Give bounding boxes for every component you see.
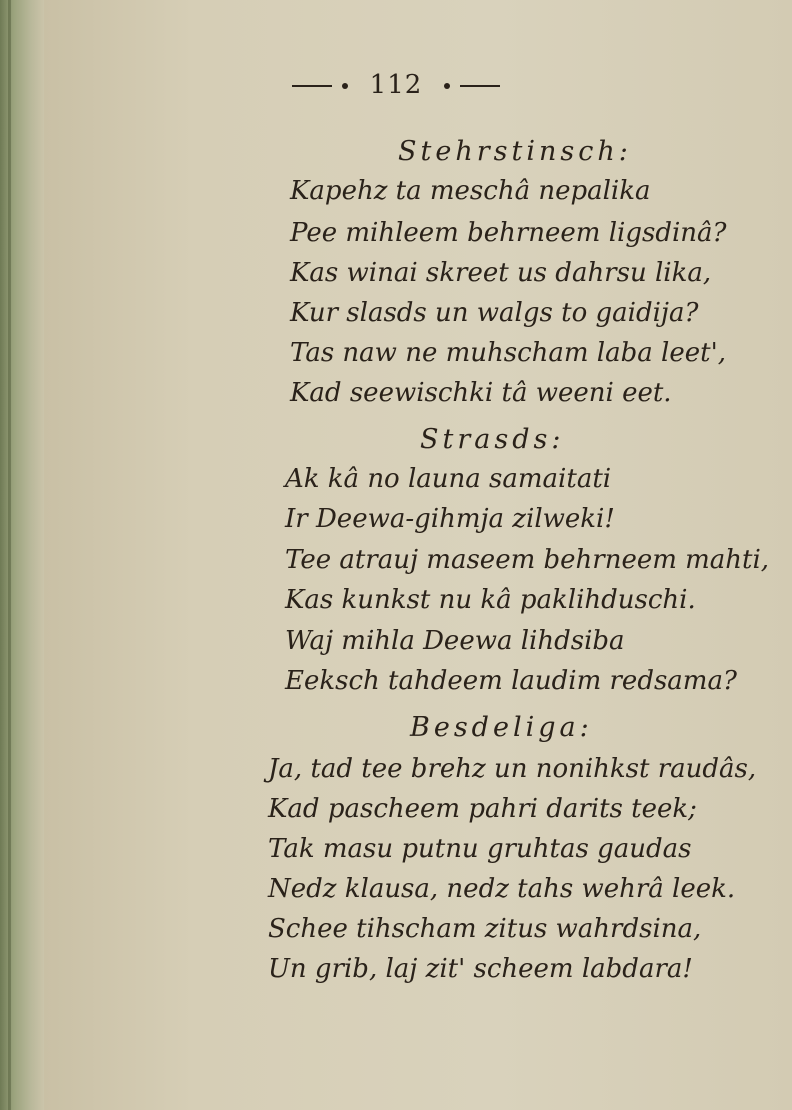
verse-line: Pee mihleem behrneem ligsdinâ?	[290, 218, 727, 248]
page-number: 112	[369, 70, 423, 100]
page-header	[0, 70, 792, 100]
left-rule	[292, 85, 332, 87]
verse-line: Tee atrauj maseem behrneem mahti,	[285, 545, 770, 575]
verse-line: Kapehz ta meschâ nepalika	[290, 176, 651, 206]
speaker-heading: Strasds:	[420, 424, 565, 455]
left-rule-dot	[342, 83, 348, 89]
verse-line: Kad pascheem pahri darits teek;	[268, 794, 697, 824]
verse-line: Ir Deewa-gihmja zilweki!	[285, 504, 615, 534]
verse-line: Kas winai skreet us dahrsu lika,	[290, 258, 712, 288]
verse-line: Ak kâ no launa samaitati	[285, 464, 612, 494]
spine-binding-line	[8, 0, 11, 1110]
verse-line: Nedz klausa, nedz tahs wehrâ leek.	[268, 874, 736, 904]
verse-line: Tak masu putnu gruhtas gaudas	[268, 834, 692, 864]
verse-line: Waj mihla Deewa lihdsiba	[285, 626, 625, 656]
speaker-heading: Besdeliga:	[410, 712, 593, 743]
verse-line: Tas naw ne muhscham laba leet',	[290, 338, 726, 368]
speaker-heading: Stehrstinsch:	[398, 136, 632, 167]
book-spine-edge	[0, 0, 44, 1110]
verse-line: Schee tihscham zitus wahrdsina,	[268, 914, 702, 944]
verse-line: Kad seewischki tâ weeni eet.	[290, 378, 672, 408]
verse-line: Ja, tad tee brehz un nonihkst raudâs,	[268, 754, 757, 784]
right-rule	[460, 85, 500, 87]
verse-line: Eeksch tahdeem laudim redsama?	[285, 666, 737, 696]
verse-line: Un grib, laj zit' scheem labdara!	[268, 954, 693, 984]
verse-line: Kur slasds un walgs to gaidija?	[290, 298, 699, 328]
verse-line: Kas kunkst nu kâ paklihduschi.	[285, 585, 696, 615]
right-rule-dot	[444, 83, 450, 89]
